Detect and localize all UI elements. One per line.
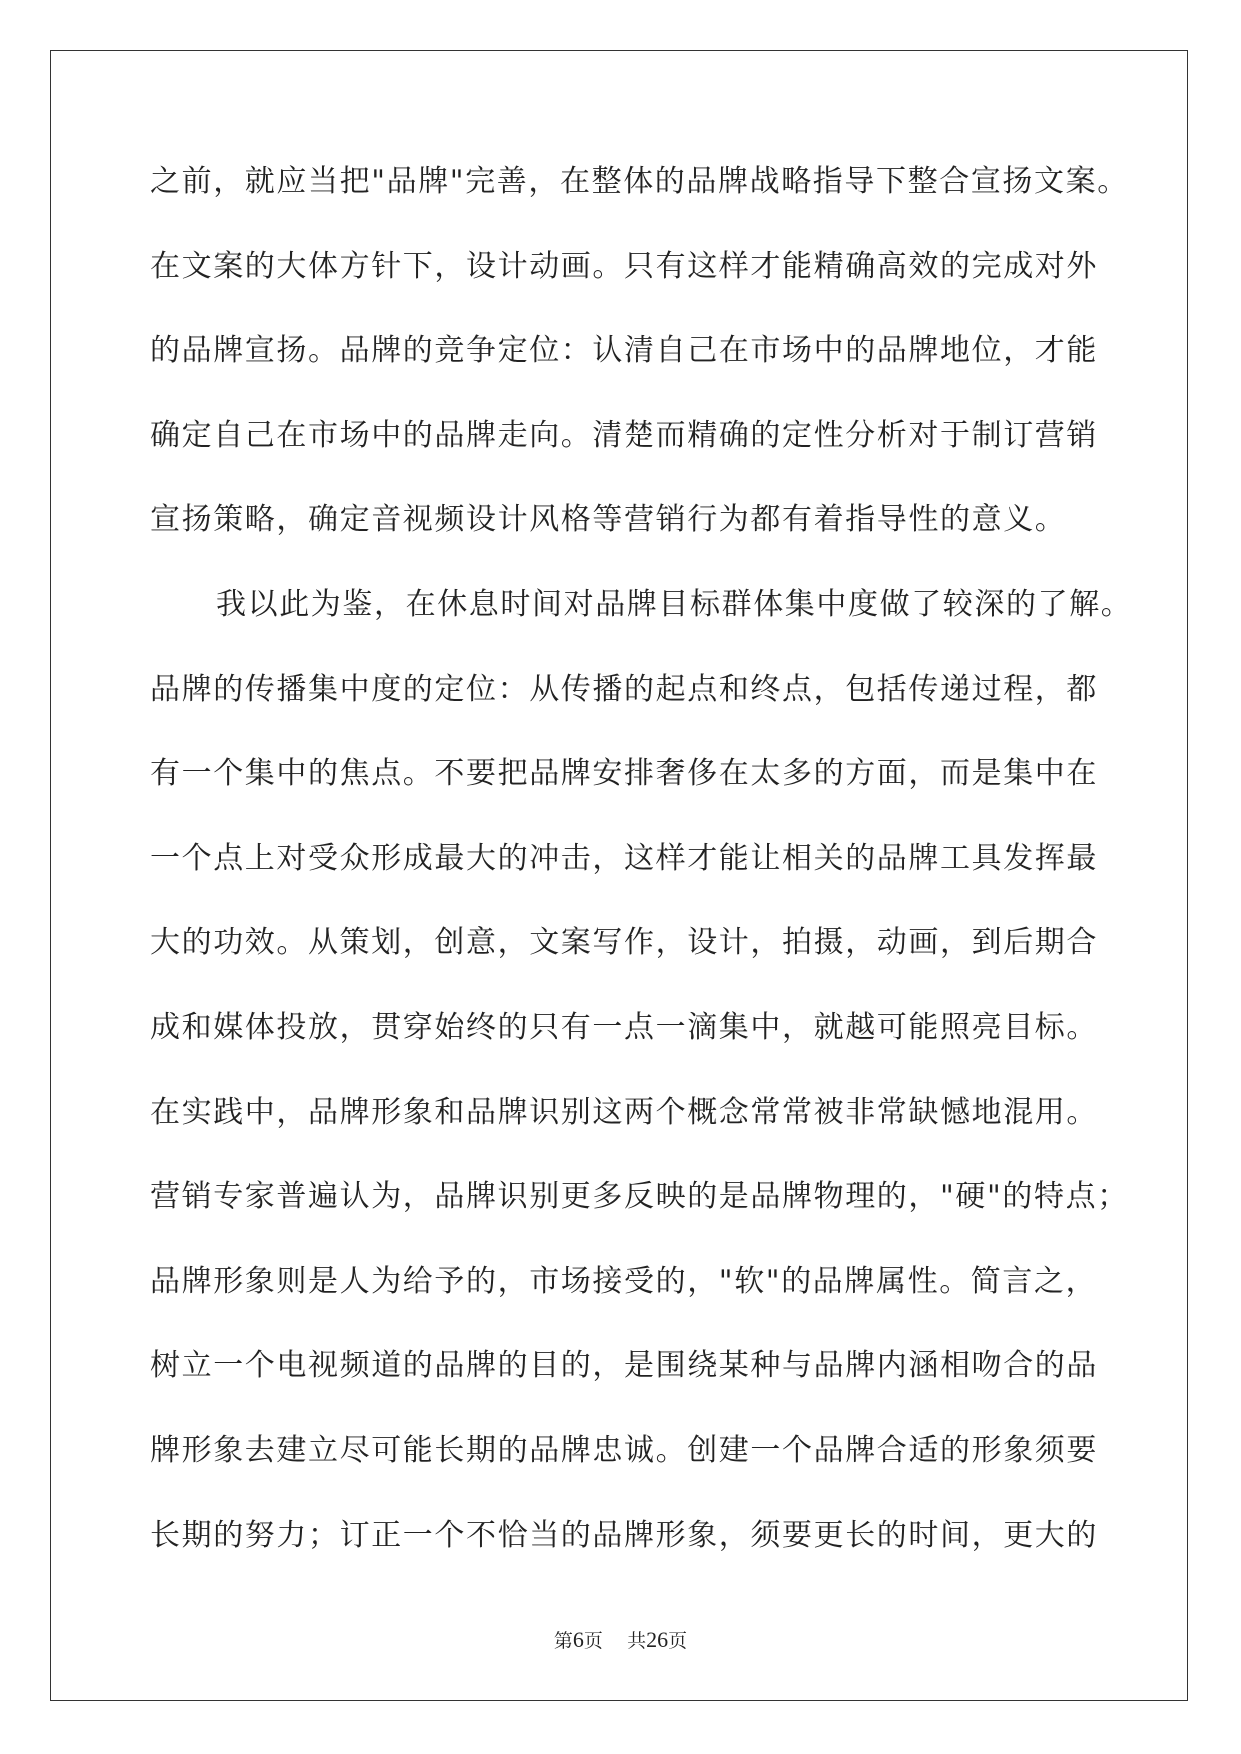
footer-page-word: 页 <box>583 1630 603 1652</box>
text-line: 长期的努力；订正一个不恰当的品牌形象，须要更长的时间，更大的 <box>150 1517 1098 1553</box>
text-line: 营销专家普遍认为，品牌识别更多反映的是品牌物理的，"硬"的特点； <box>150 1179 1129 1215</box>
footer-total-prefix: 共 <box>627 1630 647 1652</box>
text-line: 成和媒体投放，贯穿始终的只有一点一滴集中，就越可能照亮目标。 <box>150 1009 1098 1045</box>
text-line: 之前，就应当把"品牌"完善，在整体的品牌战略指导下整合宣扬文案。 <box>150 164 1129 199</box>
text-line: 的品牌宣扬。品牌的竞争定位：认清自己在市场中的品牌地位，才能 <box>150 333 1098 369</box>
paragraph-start-line: 我以此为鉴，在休息时间对品牌目标群体集中度做了较深的了解。 <box>216 586 1133 622</box>
text-line: 品牌的传播集中度的定位：从传播的起点和终点，包括传递过程，都 <box>150 671 1098 707</box>
text-line: 确定自己在市场中的品牌走向。清楚而精确的定性分析对于制订营销 <box>150 417 1098 453</box>
body-text <box>150 162 1133 1600</box>
text-line: 宣扬策略，确定音视频设计风格等营销行为都有着指导性的意义。 <box>150 502 1067 538</box>
text-line: 在实践中，品牌形象和品牌识别这两个概念常常被非常缺憾地混用。 <box>150 1094 1098 1130</box>
text-line: 在文案的大体方针下，设计动画。只有这样才能精确高效的完成对外 <box>150 248 1098 284</box>
text-line: 大的功效。从策划，创意，文案写作，设计，拍摄，动画，到后期合 <box>150 925 1098 961</box>
text-line: 树立一个电视频道的品牌的目的，是围绕某种与品牌内涵相吻合的品 <box>150 1348 1098 1384</box>
footer-prefix: 第 <box>553 1630 573 1652</box>
current-page-number: 6 <box>572 1627 584 1652</box>
total-pages-number: 26 <box>646 1627 669 1652</box>
text-line: 牌形象去建立尽可能长期的品牌忠诚。创建一个品牌合适的形象须要 <box>150 1432 1098 1468</box>
footer-total-suffix: 页 <box>668 1630 688 1652</box>
text-line: 一个点上对受众形成最大的冲击，这样才能让相关的品牌工具发挥最 <box>150 840 1098 876</box>
page-footer <box>0 1626 1241 1653</box>
text-line: 品牌形象则是人为给予的，市场接受的，"软"的品牌属性。简言之， <box>150 1263 1098 1299</box>
text-line: 有一个集中的焦点。不要把品牌安排奢侈在太多的方面，而是集中在 <box>150 756 1098 792</box>
